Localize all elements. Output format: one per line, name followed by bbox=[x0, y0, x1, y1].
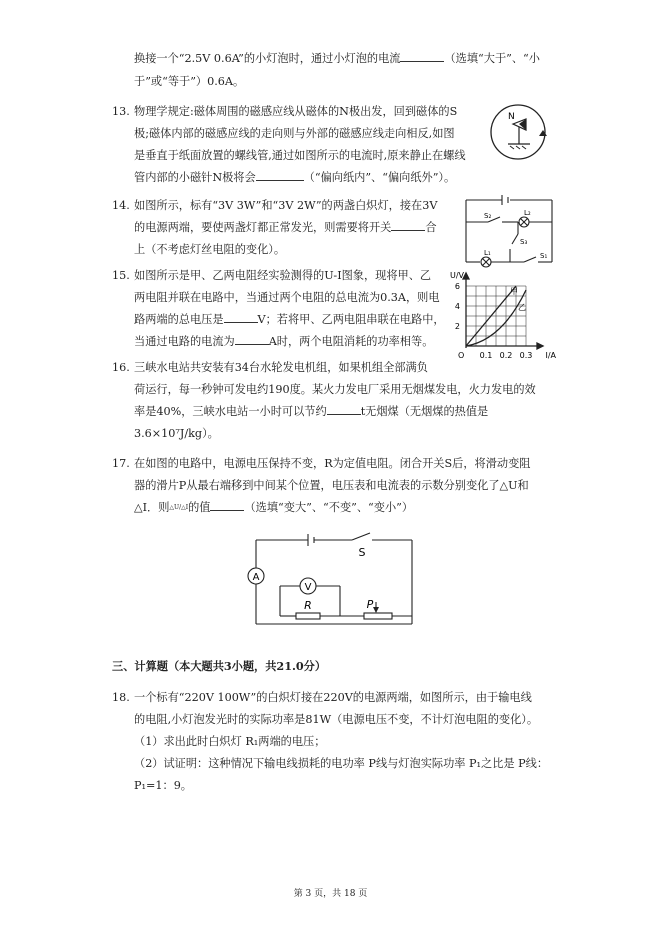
q13-line4 bbox=[134, 168, 455, 188]
q15-xlabel: I/A bbox=[545, 351, 556, 360]
section-3-title: 三、计算题（本大题共3小题，共21.0分） bbox=[112, 659, 327, 673]
q16-text-a: 率是40%，三峡水电站一小时可以节约 bbox=[134, 405, 327, 418]
q14-circuit-figure bbox=[462, 192, 558, 272]
q15-ylabel: U/V bbox=[449, 271, 464, 280]
q16-text-b: t无烟煤（无烟煤的热值是 bbox=[360, 405, 489, 418]
q13-text-b: （“偏向纸内”、“偏向纸外”）。 bbox=[303, 171, 456, 184]
page-footer: 第 3 页，共 18 页 bbox=[293, 889, 368, 899]
q16-answer-blank[interactable] bbox=[327, 402, 361, 415]
q18-line5: P₁=1：9。 bbox=[134, 779, 192, 792]
q17-switch-label: S bbox=[358, 546, 366, 559]
q17-ammeter-label: A bbox=[252, 572, 260, 583]
q17-circuit-figure bbox=[240, 530, 422, 630]
q12-text-b: （选填“大于”、“小 bbox=[444, 52, 540, 65]
q14-line1: 如图所示，标有“3V 3W”和“3V 2W”的两盏白炽灯，接在3V bbox=[134, 199, 438, 212]
q17-answer-blank[interactable] bbox=[210, 498, 244, 511]
q14-fig-l1: L₁ bbox=[484, 249, 491, 257]
q18-line1: 一个标有“220V 100W”的白炽灯接在220V的电源两端，如图所示，由于输电线 bbox=[134, 691, 532, 704]
q18-line2: 的电阻,小灯泡发光时的实际功率是81W（电源电压不变，不计灯泡电阻的变化）。 bbox=[134, 713, 539, 726]
q16-line3 bbox=[134, 402, 488, 422]
q18-number: 18. bbox=[112, 691, 130, 704]
q14-fig-s2: S₂ bbox=[484, 212, 492, 220]
q15-line3 bbox=[134, 310, 445, 330]
q16-number: 16. bbox=[112, 361, 130, 374]
q13-line3: 是垂直于纸面放置的螺线管,通过如图所示的电流时,原来静止在螺线 bbox=[134, 149, 466, 162]
q14-text-b: 合 bbox=[425, 221, 437, 234]
q15-xtick-01: 0.1 bbox=[479, 351, 493, 360]
q15-answer-blank-1[interactable] bbox=[224, 310, 258, 323]
q16-line2: 荷运行，每一秒钟可发电约190度。某火力发电厂采用无烟煤发电，火力发电的效 bbox=[134, 383, 536, 396]
q12-text-a: 换接一个“2.5V 0.6A”的小灯泡时，通过小灯泡的电流 bbox=[134, 52, 401, 65]
q14-line3: 上（不考虑灯丝电阻的变化）。 bbox=[134, 243, 286, 256]
q17-text-c: （选填“变大”、“不变”、“变小”） bbox=[244, 501, 414, 514]
q14-text-a: 的电源两端，要使两盏灯都正常发光，则需要将开关 bbox=[134, 221, 392, 234]
q14-fig-s1: S₁ bbox=[540, 252, 548, 260]
q14-fig-s3: S₃ bbox=[520, 238, 528, 246]
q14-number: 14. bbox=[112, 199, 130, 212]
q15-line1: 如图所示是甲、乙两电阻经实验测得的U-I图象，现将甲、乙 bbox=[134, 269, 432, 282]
q18-line3: （1）求出此时白炽灯 R₁两端的电压； bbox=[134, 735, 326, 748]
q13-line1: 物理学规定:磁体周围的磁感应线从磁体的N极出发，回到磁体的S bbox=[134, 105, 458, 118]
q16-line4: 3.6×10⁷J/kg）。 bbox=[134, 427, 219, 440]
q15-xtick-02: 0.2 bbox=[499, 351, 513, 360]
q18-line4: （2）试证明：这种情况下输电线损耗的电功率 P线与灯泡实际功率 P₁之比是 P线： bbox=[134, 757, 549, 770]
q17-voltmeter-label: V bbox=[304, 582, 312, 593]
q15-series-a: 甲 bbox=[510, 287, 518, 296]
q13-text-a: 管内部的小磁针N极将会 bbox=[134, 171, 256, 184]
q13-line2: 极;磁体内部的磁感应线的走向则与外部的磁感应线走向相反,如图 bbox=[134, 127, 455, 140]
q15-text-a: 路两端的总电压是 bbox=[134, 313, 224, 326]
q14-line2 bbox=[134, 218, 437, 238]
q17-text-a: △I．则 bbox=[134, 501, 170, 514]
q15-ytick-4: 4 bbox=[454, 302, 460, 311]
q15-ui-graph bbox=[449, 270, 560, 366]
q15-line2: 两电阻并联在电路中，当通过两个电阻的总电流为0.3A，则电 bbox=[134, 291, 440, 304]
q17-number: 17. bbox=[112, 457, 130, 470]
q15-text-c: 当通过电路的电流为 bbox=[134, 335, 235, 348]
q17-text-b: 的值 bbox=[188, 501, 211, 514]
q15-series-b: 乙 bbox=[518, 303, 526, 312]
q17-r-label: R bbox=[304, 599, 312, 612]
q17-line1: 在如图的电路中，电源电压保持不变，R为定值电阻。闭合开关S后，将滑动变阻 bbox=[134, 457, 531, 470]
q15-text-b: V；若将甲、乙两电阻串联在电路中， bbox=[257, 313, 445, 326]
q13-fig-n-label: N bbox=[508, 112, 515, 122]
q15-origin: O bbox=[458, 351, 465, 360]
q14-fig-l2: L₂ bbox=[524, 209, 531, 217]
q17-p-label: P bbox=[366, 598, 374, 611]
q15-text-d: A时，两个电阻消耗的功率相等。 bbox=[268, 335, 434, 348]
q17-line2: 器的滑片P从最右端移到中间某个位置，电压表和电流表的示数分别变化了△U和 bbox=[134, 479, 529, 492]
q16-line1: 三峡水电站共安装有34台水轮发电机组，如果机组全部满负 bbox=[134, 361, 428, 374]
q12-line2: 于”或“等于”）0.6A。 bbox=[134, 75, 245, 88]
q15-xtick-03: 0.3 bbox=[519, 351, 533, 360]
q15-ytick-2: 2 bbox=[454, 322, 460, 331]
q15-number: 15. bbox=[112, 269, 130, 282]
q17-line3 bbox=[134, 498, 413, 518]
q17-fraction: △U/△I bbox=[169, 504, 189, 511]
q12-answer-blank[interactable] bbox=[400, 49, 444, 62]
q15-ytick-6: 6 bbox=[454, 282, 460, 291]
q14-answer-blank[interactable] bbox=[391, 218, 425, 231]
q12-line1 bbox=[134, 49, 540, 69]
q13-number: 13. bbox=[112, 105, 130, 118]
q15-line4 bbox=[134, 332, 433, 352]
q13-answer-blank[interactable] bbox=[256, 168, 304, 181]
q13-solenoid-figure bbox=[486, 100, 550, 164]
q15-answer-blank-2[interactable] bbox=[235, 332, 269, 345]
